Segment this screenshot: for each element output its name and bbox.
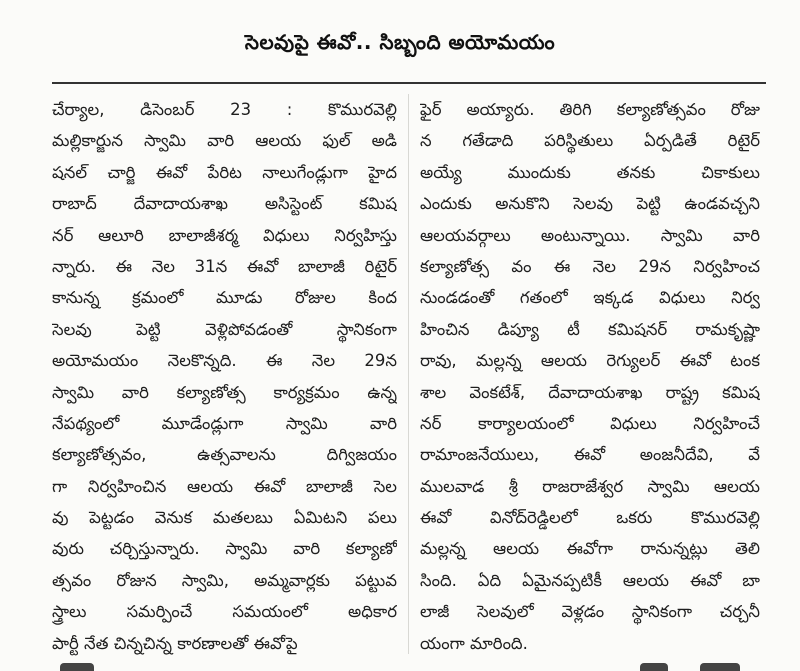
headline-rule bbox=[52, 82, 766, 84]
right-column-line: ములవాడ శ్రీ రాజరాజేశ్వర స్వామి ఆలయ bbox=[420, 476, 760, 496]
left-column-line: స్వామి వారి కల్యాణోత్స కార్యక్రమం ఉన్న bbox=[52, 382, 397, 402]
right-column-line: సింది. ఏది ఏమైనప్పటికీ ఆలయ ఈవో బా bbox=[420, 570, 760, 590]
right-column-line: శాల వెంకటేశ్, దేవాదాయశాఖ రాష్ట్ర కమిష bbox=[420, 382, 760, 402]
right-column-line: మల్లన్న ఆలయ ఈవోగా రానున్నట్లు తెలి bbox=[420, 539, 760, 559]
right-column-line: అయ్యే ముందుకు తనకు చికాకులు bbox=[420, 162, 760, 182]
column-separator bbox=[408, 94, 409, 654]
left-column-line: రాబాద్ దేవాదాయశాఖ అసిస్టెంట్ కమిష bbox=[52, 194, 397, 214]
right-column-line: యంగా మారింది. bbox=[420, 633, 528, 653]
left-column-line: కల్యాణోత్సవం, ఉత్సవాలను దిగ్విజయం bbox=[52, 445, 397, 465]
right-column-line: ఈవో వినోద్‌రెడ్డిలలో ఒకరు కొమురవెల్లి bbox=[420, 508, 760, 528]
left-column-line: అయోమయం నెలకొన్నది. ఈ నెల 29న bbox=[52, 351, 397, 371]
right-column-line: లాజీ సెలవులో వెళ్లడం స్థానికంగా చర్చనీ bbox=[420, 602, 760, 622]
left-column-line: వు పెట్టడం వెనుక మతలబు ఏమిటని పలు bbox=[52, 508, 397, 528]
right-column-line: రామాంజనేయులు, ఈవో అంజనీదేవి, వే bbox=[420, 445, 760, 465]
left-column-line: షనల్ చార్జి ఈవో పేరిట నాలుగేండ్లుగా హైద bbox=[52, 162, 397, 182]
left-column-line: పార్టీ నేత చిన్నచిన్న కారణాలతో ఈవోపై bbox=[52, 633, 298, 653]
article-column-right bbox=[420, 94, 760, 659]
right-column-line: ఎందుకు అనుకొని సెలవు పెట్టి ఉండవచ్చని bbox=[420, 194, 760, 214]
right-column-line: ఆలయవర్గాలు అంటున్నాయి. స్వామి వారి bbox=[420, 225, 760, 245]
right-column-line: రావు, మల్లన్న ఆలయ రెగ్యులర్ ఈవో టంక bbox=[420, 351, 760, 371]
left-column-line: గా నిర్వహించిన ఆలయ ఈవో బాలాజీ సెల bbox=[52, 476, 397, 496]
right-column-line: ఫైర్ అయ్యారు. తిరిగి కల్యాణోత్సవం రోజు bbox=[420, 100, 760, 119]
next-article-fragment bbox=[640, 663, 668, 671]
next-article-fragment bbox=[700, 663, 740, 671]
left-column-line: చేర్యాల, డిసెంబర్ 23 : కొమురవెల్లి bbox=[52, 100, 397, 119]
left-column-line: కానున్న క్రమంలో మూడు రోజుల కింద bbox=[52, 288, 397, 308]
right-column-line: హించిన డిప్యూ టీ కమిషనర్ రామకృష్ణా bbox=[420, 319, 760, 339]
right-column-line: నుండడంతో గతంలో ఇక్కడ విధులు నిర్వ bbox=[420, 288, 760, 308]
right-column-line: న గతేడాది పరిస్థితులు ఏర్పడితే రిటైర్ bbox=[420, 131, 760, 151]
next-article-fragment bbox=[60, 663, 94, 671]
right-column-line: కల్యాణోత్స వం ఈ నెల 29న నిర్వహించ bbox=[420, 256, 760, 276]
left-column-line: మల్లికార్జున స్వామి వారి ఆలయ ఫుల్ అడి bbox=[52, 131, 397, 151]
left-column-line: నర్ ఆలూరి బాలాజీశర్మ విధులు నిర్వహిస్తు bbox=[52, 225, 397, 245]
left-column-line: సెలవు పెట్టి వెళ్లిపోవడంతో స్థానికంగా bbox=[52, 319, 397, 339]
left-column-line: స్త్రాలు సమర్పించే సమయంలో అధికార bbox=[52, 602, 397, 622]
article-headline: సెలవుపై ఈవో.. సిబ్బంది అయోమయం bbox=[244, 30, 556, 54]
right-column-line: నర్ కార్యాలయంలో విధులు నిర్వహించే bbox=[420, 413, 760, 433]
article-column-left bbox=[52, 94, 397, 659]
left-column-line: నేపథ్యంలో మూడేండ్లుగా స్వామి వారి bbox=[52, 413, 397, 433]
left-column-line: వురు చర్చిస్తున్నారు. స్వామి వారి కల్యాణో bbox=[52, 539, 397, 559]
left-column-line: త్సవం రోజున స్వామి, అమ్మవార్లకు పట్టువ bbox=[52, 570, 397, 590]
left-column-line: న్నారు. ఈ నెల 31న ఈవో బాలాజీ రిటైర్ bbox=[52, 256, 397, 276]
